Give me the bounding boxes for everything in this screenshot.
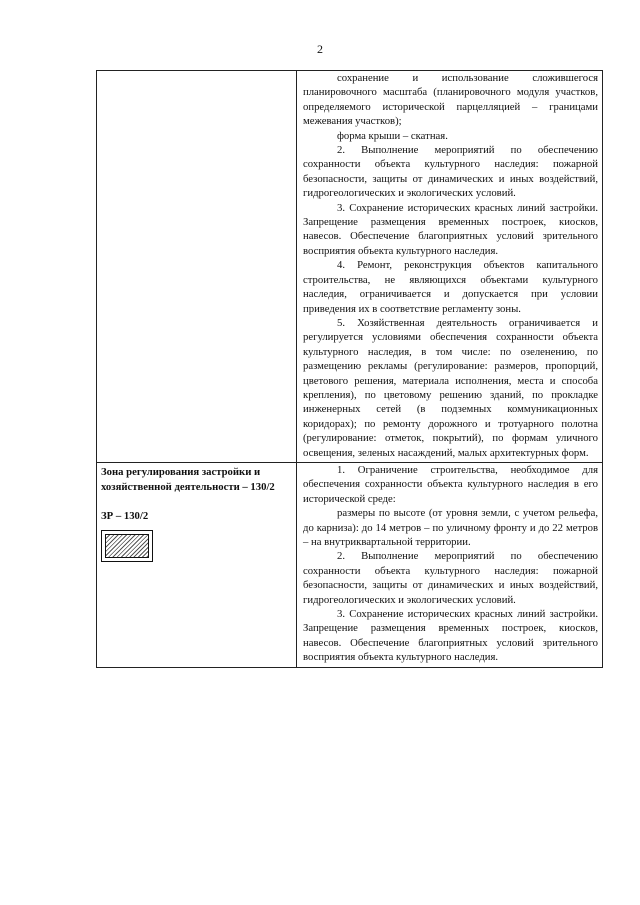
regulation-paragraph: 3. Сохранение исторических красных линий застройки. Запрещение размещения временных построек, киосков, навесов. Обеспечение благоприятных условий зрительного восприятия объекта культурного наследия. bbox=[303, 201, 598, 257]
zone-title: Зона регулирования застройки и хозяйственной деятельности – 130/2 bbox=[101, 465, 275, 493]
regulation-paragraph: 3. Сохранение исторических красных линий застройки. Запрещение размещения временных построек, киосков, навесов. Обеспечение благоприятных условий зрительного восприятия объекта культурного наследия. bbox=[303, 608, 598, 664]
regulation-paragraph: 4. Ремонт, реконструкция объектов капитального строительства, не являющихся объектами культурного наследия, ограничивается и допускается при условии приведения их в соответствие регламенту зоны. bbox=[303, 259, 598, 315]
zone-name-cell bbox=[97, 71, 297, 463]
table-row bbox=[97, 71, 603, 463]
regulation-cell bbox=[297, 71, 603, 463]
regulation-text bbox=[297, 71, 602, 462]
regulation-paragraph: сохранение и использование сложившегося планировочного масштаба (планировочного модуля участков, определяемого исторической парцелляцией – границами межевания участков); bbox=[303, 72, 598, 128]
hatch-pattern-icon bbox=[105, 534, 149, 558]
regulation-text bbox=[297, 463, 602, 667]
regulation-paragraph: 1. Ограничение строительства, необходимое для обеспечения сохранности объекта культурного наследия в его исторической среде: bbox=[303, 463, 598, 505]
regulation-paragraph: форма крыши – скатная. bbox=[337, 129, 448, 142]
regulation-paragraph: размеры по высоте (от уровня земли, с учетом рельефа, до карниза): до 14 метров – по уличному фронту и до 22 метров – на внутриквартальной территории. bbox=[303, 507, 598, 548]
regulation-paragraph: 2. Выполнение мероприятий по обеспечению сохранности объекта культурного наследия: пожарной безопасности, защиты от динамических и иных воздействий, гидрогеологических и экологических условий. bbox=[303, 550, 598, 606]
zone-legend-swatch bbox=[101, 530, 153, 562]
regulation-paragraph: 2. Выполнение мероприятий по обеспечению сохранности объекта культурного наследия: пожарной безопасности, защиты от динамических и иных воздействий, гидрогеологических и экологических условий. bbox=[303, 144, 598, 200]
zone-code: ЗР – 130/2 bbox=[101, 509, 149, 522]
regulation-cell bbox=[297, 462, 603, 667]
page-number: 2 bbox=[317, 42, 323, 56]
regulation-paragraph: 5. Хозяйственная деятельность ограничивается и регулируется условиями обеспечения сохранности объекта культурного наследия, в том числе: по озеленению, по размещению рекламы (регулирование: размеров, пропорций, цветового решения, материала исполнения, места и способа крепления), по цветовому решению зданий, по прокладке инженерных сетей (в подземных коммуникационных коридорах); по ремонту дорожного и тротуарного полотна (регулирование: отметок, покрытий), по формам уличного освещения, зеленых насаждений, малых архитектурных форм. bbox=[303, 316, 598, 459]
zone-name-cell bbox=[97, 462, 297, 667]
regulation-table bbox=[96, 70, 603, 668]
table-row bbox=[97, 462, 603, 667]
